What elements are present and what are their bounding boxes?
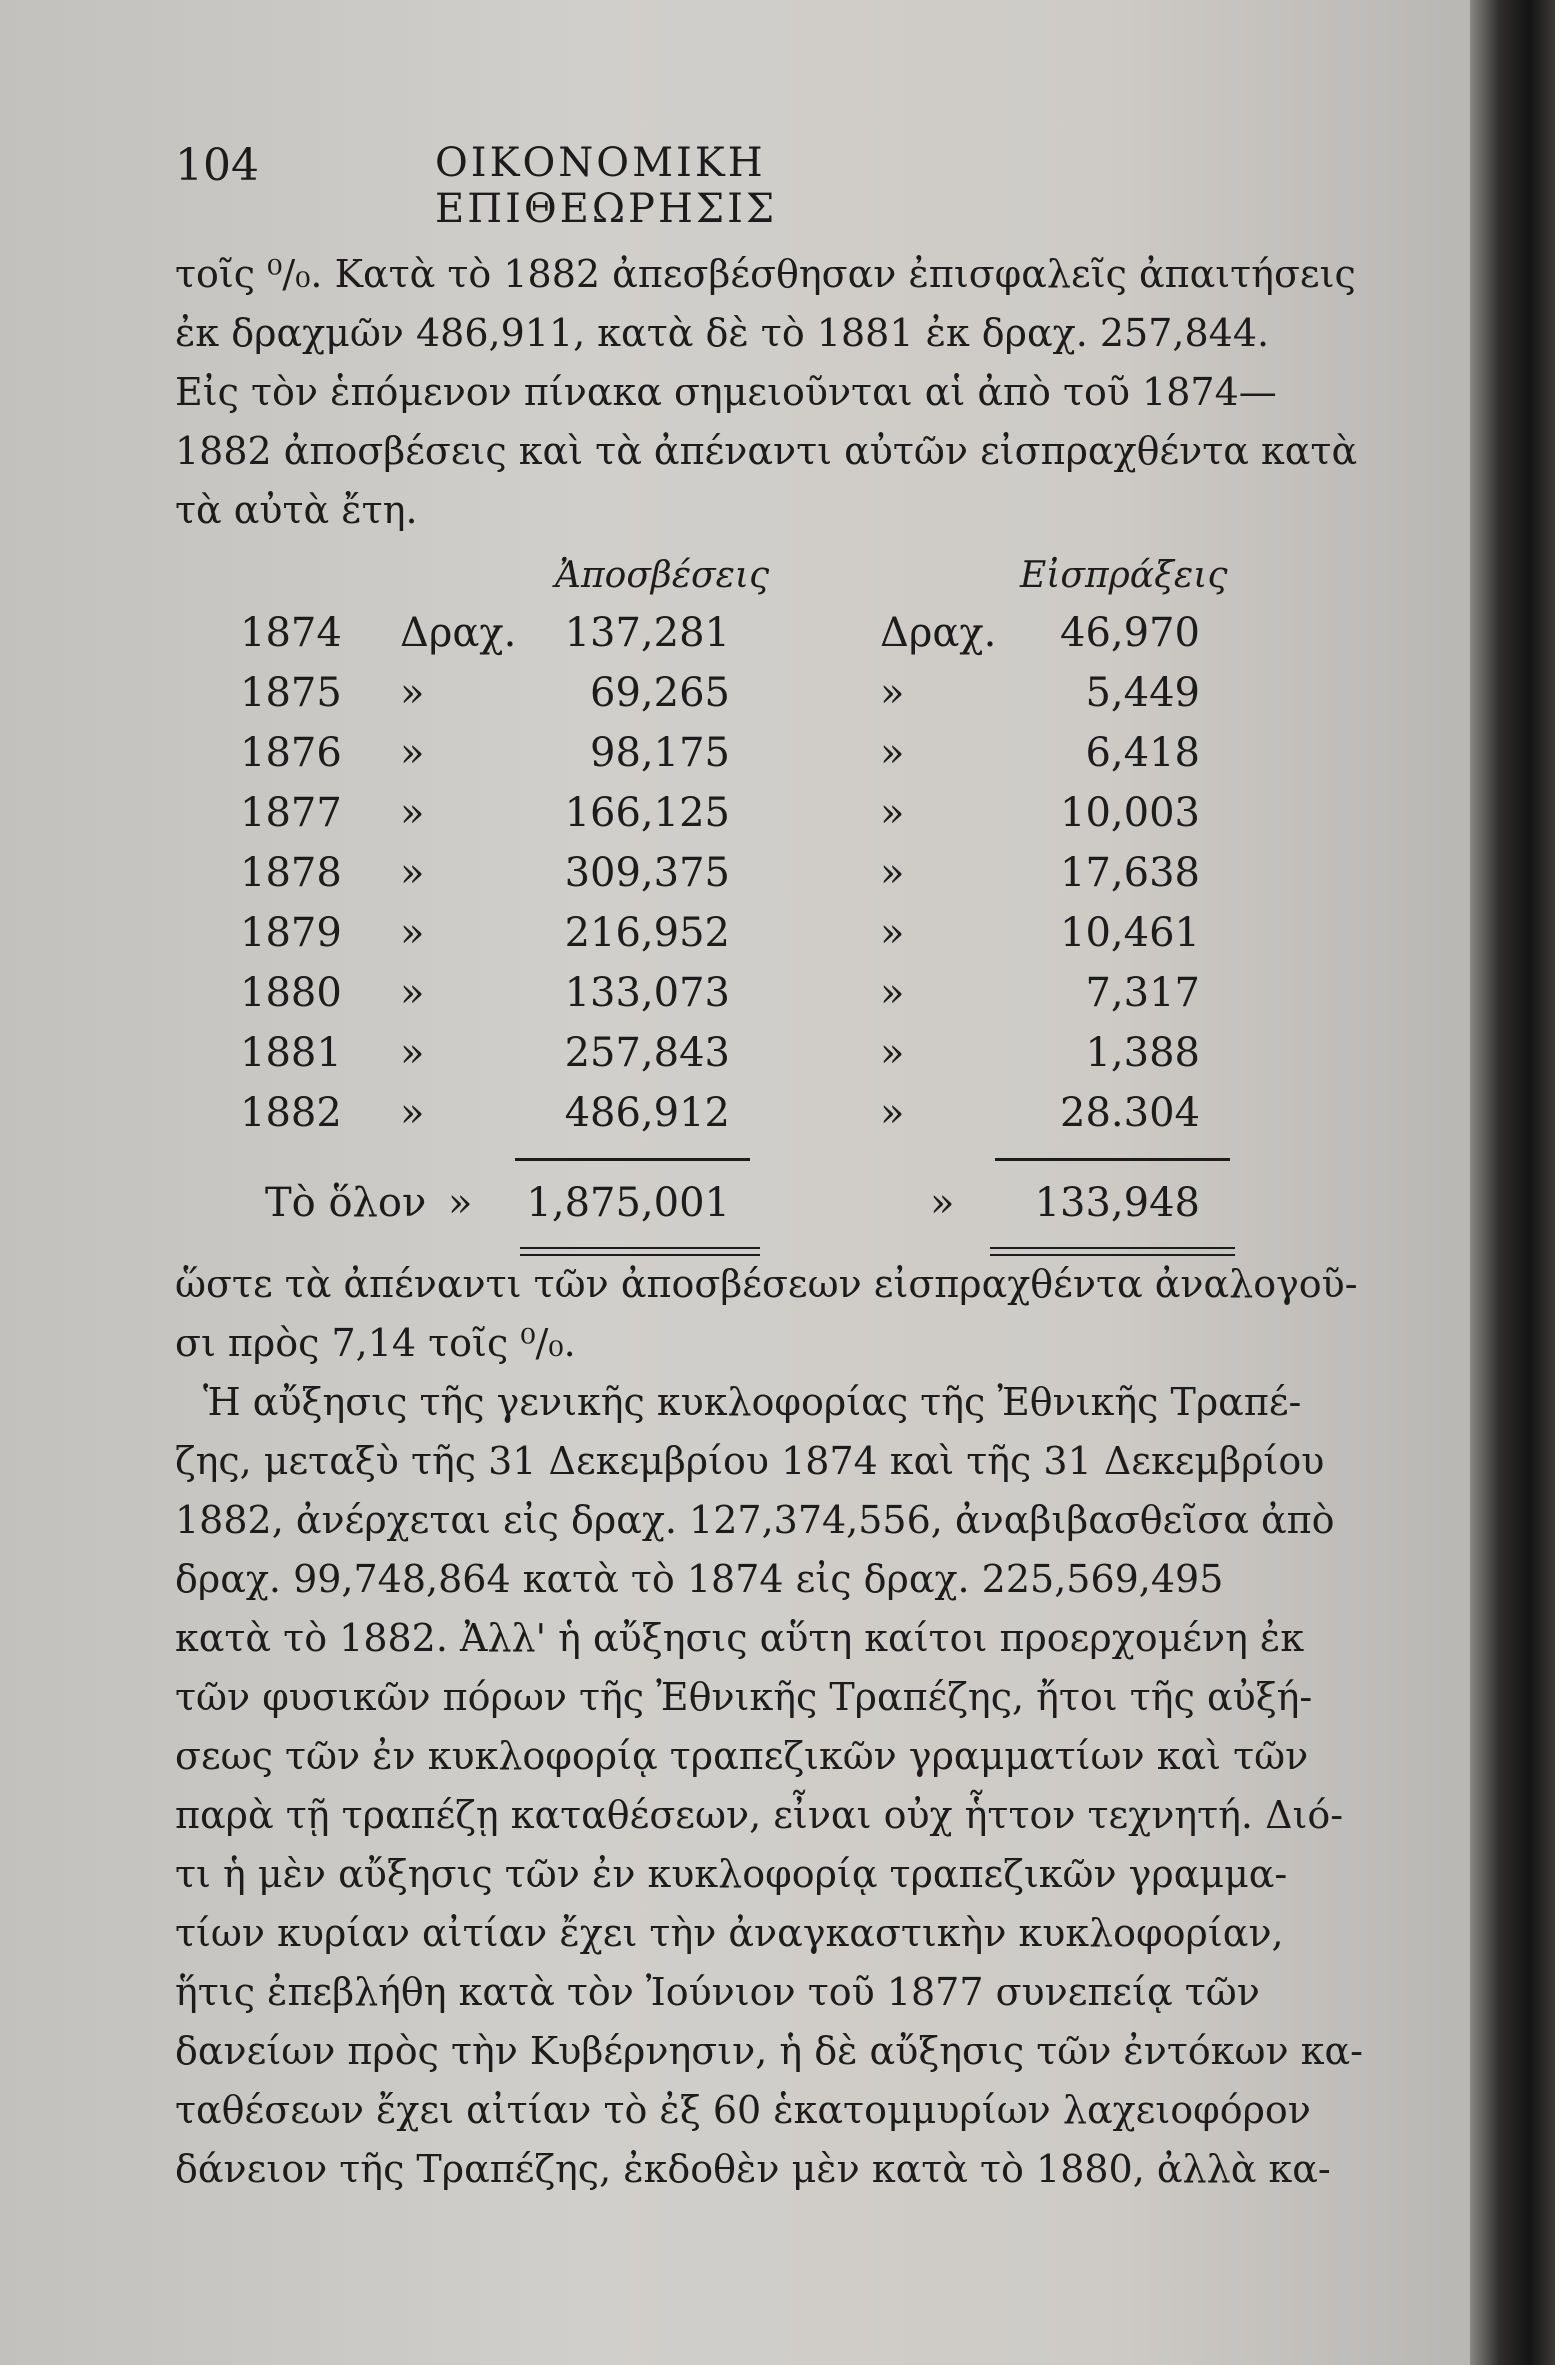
text-line: σι πρὸς 7,14 τοῖς ⁰/₀. — [175, 1321, 576, 1365]
text-line: δανείων πρὸς τὴν Κυβέρνησιν, ἡ δὲ αὔξησις τῶν ἐντόκων κα- — [175, 2029, 1363, 2073]
text-line: 1882 ἀποσβέσεις καὶ τὰ ἀπέναντι αὐτῶν εἰσπραχθέντα κατὰ — [175, 429, 1358, 473]
text-line: ἥτις ἐπεβλήθη κατὰ τὸν Ἰούνιον τοῦ 1877 συνεπείᾳ τῶν — [175, 1970, 1260, 2014]
writeoff-value: 486,912 — [564, 1090, 730, 1136]
currency-cell: Δραχ. — [880, 610, 997, 656]
currency-cell: » — [880, 850, 905, 896]
currency-cell: » — [880, 970, 905, 1016]
text-line: 1882, ἀνέρχεται εἰς δραχ. 127,374,556, ἀναβιβασθεῖσα ἀπὸ — [175, 1498, 1335, 1542]
receipt-value: 10,003 — [1060, 790, 1200, 836]
year-cell: 1879 — [240, 910, 342, 956]
receipt-value: 46,970 — [1060, 610, 1200, 656]
currency-cell: » — [400, 1030, 425, 1076]
text-line: ὥστε τὰ ἀπέναντι τῶν ἀποσβέσεων εἰσπραχθέντα ἀναλογοῦ- — [175, 1262, 1358, 1306]
receipt-value: 5,449 — [1085, 670, 1200, 716]
table-row — [0, 610, 1400, 660]
text-line: παρὰ τῇ τραπέζῃ καταθέσεων, εἶναι οὐχ ἧττον τεχνητή. Διό- — [175, 1793, 1344, 1837]
text-line: τοῖς ⁰/₀. Κατὰ τὸ 1882 ἀπεσβέσθησαν ἐπισφαλεῖς ἀπαιτήσεις — [175, 252, 1356, 296]
total-writeoffs: 1,875,001 — [526, 1180, 730, 1226]
currency-cell: » — [930, 1180, 955, 1226]
page-number: 104 — [175, 140, 259, 191]
currency-cell: » — [400, 1090, 425, 1136]
text-line: τι ἡ μὲν αὔξησις τῶν ἐν κυκλοφορίᾳ τραπεζικῶν γραμμα- — [175, 1852, 1288, 1896]
table-row — [0, 850, 1400, 900]
text-line: δάνειον τῆς Τραπέζης, ἐκδοθὲν μὲν κατὰ τὸ 1880, ἀλλὰ κα- — [175, 2147, 1331, 2191]
text-line: ζης, μεταξὺ τῆς 31 Δεκεμβρίου 1874 καὶ τῆς 31 Δεκεμβρίου — [175, 1439, 1325, 1483]
writeoff-value: 133,073 — [564, 970, 730, 1016]
writeoff-value: 257,843 — [564, 1030, 730, 1076]
text-line: δραχ. 99,748,864 κατὰ τὸ 1874 εἰς δραχ. 225,569,495 — [175, 1557, 1224, 1601]
receipt-value: 28.304 — [1060, 1090, 1200, 1136]
intro-paragraph — [175, 245, 1358, 540]
year-cell: 1878 — [240, 850, 342, 896]
table-row — [0, 730, 1400, 780]
currency-cell: » — [400, 790, 425, 836]
currency-cell: Δραχ. — [400, 610, 517, 656]
writeoff-value: 166,125 — [564, 790, 730, 836]
text-line: τίων κυρίαν αἰτίαν ἔχει τὴν ἀναγκαστικὴν κυκλοφορίαν, — [175, 1911, 1284, 1955]
receipt-value: 1,388 — [1085, 1030, 1200, 1076]
receipt-value: 10,461 — [1060, 910, 1200, 956]
text-line: τὰ αὐτὰ ἔτη. — [175, 488, 418, 532]
table-row — [0, 790, 1400, 840]
currency-cell: » — [880, 1090, 905, 1136]
currency-cell: » — [880, 790, 905, 836]
currency-cell: » — [880, 670, 905, 716]
year-cell: 1881 — [240, 1030, 342, 1076]
text-line: σεως τῶν ἐν κυκλοφορίᾳ τραπεζικῶν γραμματίων καὶ τῶν — [175, 1734, 1309, 1778]
writeoff-value: 98,175 — [590, 730, 730, 776]
receipt-value: 17,638 — [1060, 850, 1200, 896]
page-header — [175, 140, 1075, 232]
writeoff-value: 69,265 — [590, 670, 730, 716]
year-cell: 1874 — [240, 610, 342, 656]
sum-rule-receipts — [995, 1158, 1230, 1161]
currency-cell: » — [400, 730, 425, 776]
text-line: ταθέσεων ἔχει αἰτίαν τὸ ἐξ 60 ἑκατομμυρίων λαχειοφόρον — [175, 2088, 1311, 2132]
text-line: Εἰς τὸν ἑπόμενον πίνακα σημειοῦνται αἱ ἀπὸ τοῦ 1874— — [175, 370, 1277, 414]
text-line: τῶν φυσικῶν πόρων τῆς Ἐθνικῆς Τραπέζης, ἤτοι τῆς αὐξή- — [175, 1675, 1313, 1719]
writeoff-value: 137,281 — [564, 610, 730, 656]
currency-cell: » — [400, 970, 425, 1016]
table-row — [0, 910, 1400, 960]
year-cell: 1882 — [240, 1090, 342, 1136]
writeoff-value: 309,375 — [564, 850, 730, 896]
currency-cell: » — [880, 730, 905, 776]
book-spine — [1470, 0, 1555, 2365]
table-row — [0, 670, 1400, 720]
double-rule-receipts-top — [990, 1247, 1235, 1249]
table-row — [0, 1090, 1400, 1140]
currency-cell: » — [880, 910, 905, 956]
sum-rule-writeoffs — [515, 1158, 750, 1161]
total-row — [0, 1180, 1400, 1230]
column-header-writeoffs: Ἀποσβέσεις — [555, 555, 770, 596]
writeoff-value: 216,952 — [564, 910, 730, 956]
year-cell: 1877 — [240, 790, 342, 836]
total-label: Τὸ ὅλον — [265, 1180, 427, 1226]
body-paragraph — [175, 1255, 1363, 2199]
text-line: ἐκ δραχμῶν 486,911, κατὰ δὲ τὸ 1881 ἐκ δραχ. 257,844. — [175, 311, 1270, 355]
text-line: Ἡ αὔξησις τῆς γενικῆς κυκλοφορίας τῆς Ἐθνικῆς Τραπέ- — [203, 1380, 1302, 1424]
year-cell: 1876 — [240, 730, 342, 776]
total-receipts: 133,948 — [1034, 1180, 1200, 1226]
currency-cell: » — [400, 910, 425, 956]
receipt-value: 6,418 — [1085, 730, 1200, 776]
currency-cell: » — [400, 670, 425, 716]
running-title: ΟΙΚΟΝΟΜΙΚΗ ΕΠΙΘΕΩΡΗΣΙΣ — [435, 140, 778, 232]
table-row — [0, 970, 1400, 1020]
table-row — [0, 1030, 1400, 1080]
currency-cell: » — [448, 1180, 473, 1226]
currency-cell: » — [400, 850, 425, 896]
currency-cell: » — [880, 1030, 905, 1076]
year-cell: 1880 — [240, 970, 342, 1016]
year-cell: 1875 — [240, 670, 342, 716]
column-header-receipts: Εἰσπράξεις — [1020, 555, 1228, 596]
double-rule-writeoffs-top — [520, 1247, 760, 1249]
text-line: κατὰ τὸ 1882. Ἀλλ' ἡ αὔξησις αὕτη καίτοι προερχομένη ἐκ — [175, 1616, 1305, 1660]
receipt-value: 7,317 — [1085, 970, 1200, 1016]
